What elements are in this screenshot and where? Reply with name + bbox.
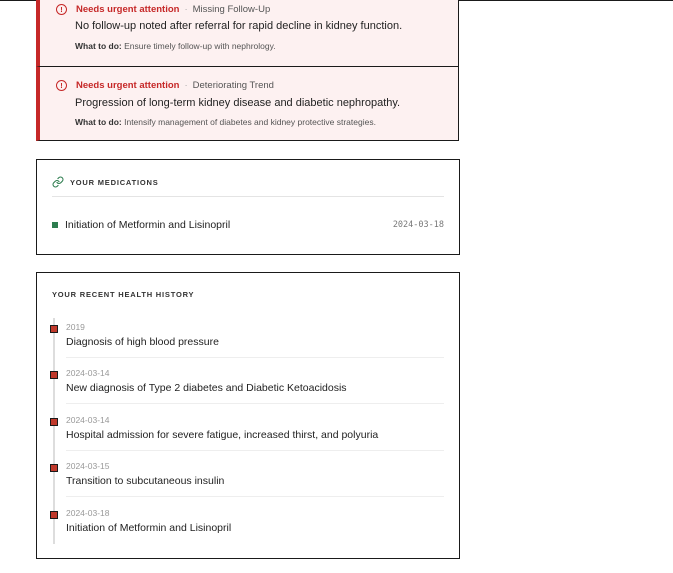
alert-message: No follow-up noted after referral for rapid decline in kidney function.	[75, 20, 403, 32]
timeline-event	[50, 459, 444, 505]
timeline-marker	[50, 418, 58, 426]
timeline-marker	[50, 371, 58, 379]
alert-action-text: Ensure timely follow-up with nephrology.	[124, 41, 276, 51]
alert-action-label: What to do:	[75, 41, 122, 51]
link-icon	[52, 176, 64, 188]
event-date: 2024-03-18	[66, 508, 110, 518]
event-text: Diagnosis of high blood pressure	[66, 336, 219, 348]
divider	[52, 196, 444, 197]
medication-date: 2024-03-18	[392, 220, 444, 230]
separator-dot: ·	[184, 80, 188, 91]
medication-bullet	[52, 222, 58, 228]
event-date: 2024-03-14	[66, 415, 110, 425]
health-history-title: YOUR RECENT HEALTH HISTORY	[52, 290, 195, 299]
divider	[66, 403, 444, 404]
alert-action	[75, 117, 376, 127]
alert-circle-icon: !	[56, 80, 67, 91]
alert-message: Progression of long-term kidney disease and diabetic nephropathy.	[75, 97, 401, 109]
alert-severity: Needs urgent attention	[76, 80, 180, 91]
event-text: Transition to subcutaneous insulin	[66, 475, 225, 487]
alert-header	[56, 4, 270, 15]
divider	[66, 496, 444, 497]
event-date: 2019	[66, 322, 85, 332]
divider	[66, 450, 444, 451]
timeline-event	[50, 366, 444, 412]
divider	[66, 357, 444, 358]
medication-name: Initiation of Metformin and Lisinopril	[65, 219, 231, 231]
timeline-marker	[50, 464, 58, 472]
timeline-event	[50, 320, 444, 366]
alert-action-label: What to do:	[75, 117, 122, 127]
event-text: Initiation of Metformin and Lisinopril	[66, 522, 232, 534]
medications-title: YOUR MEDICATIONS	[70, 177, 159, 187]
medications-card	[36, 159, 460, 255]
alert-severity: Needs urgent attention	[76, 4, 180, 15]
timeline-marker	[50, 511, 58, 519]
medication-item	[52, 218, 444, 232]
alert-header	[56, 80, 274, 91]
timeline-marker	[50, 325, 58, 333]
alert-card-missing-follow-up	[36, 0, 459, 67]
timeline-event	[50, 506, 444, 552]
event-date: 2024-03-15	[66, 461, 110, 471]
alert-circle-icon: !	[56, 4, 67, 15]
event-text: New diagnosis of Type 2 diabetes and Diabetic Ketoacidosis	[66, 382, 347, 394]
alert-action	[75, 41, 276, 51]
event-date: 2024-03-14	[66, 368, 110, 378]
medications-header	[52, 176, 159, 188]
separator-dot: ·	[184, 4, 188, 15]
alert-action-text: Intensify management of diabetes and kidney protective strategies.	[124, 117, 376, 127]
alert-category: Deteriorating Trend	[192, 80, 274, 91]
timeline-event	[50, 413, 444, 459]
health-history-card	[36, 272, 460, 559]
event-text: Hospital admission for severe fatigue, increased thirst, and polyuria	[66, 429, 379, 441]
alert-category: Missing Follow-Up	[192, 4, 271, 15]
alert-card-deteriorating-trend	[36, 66, 459, 141]
